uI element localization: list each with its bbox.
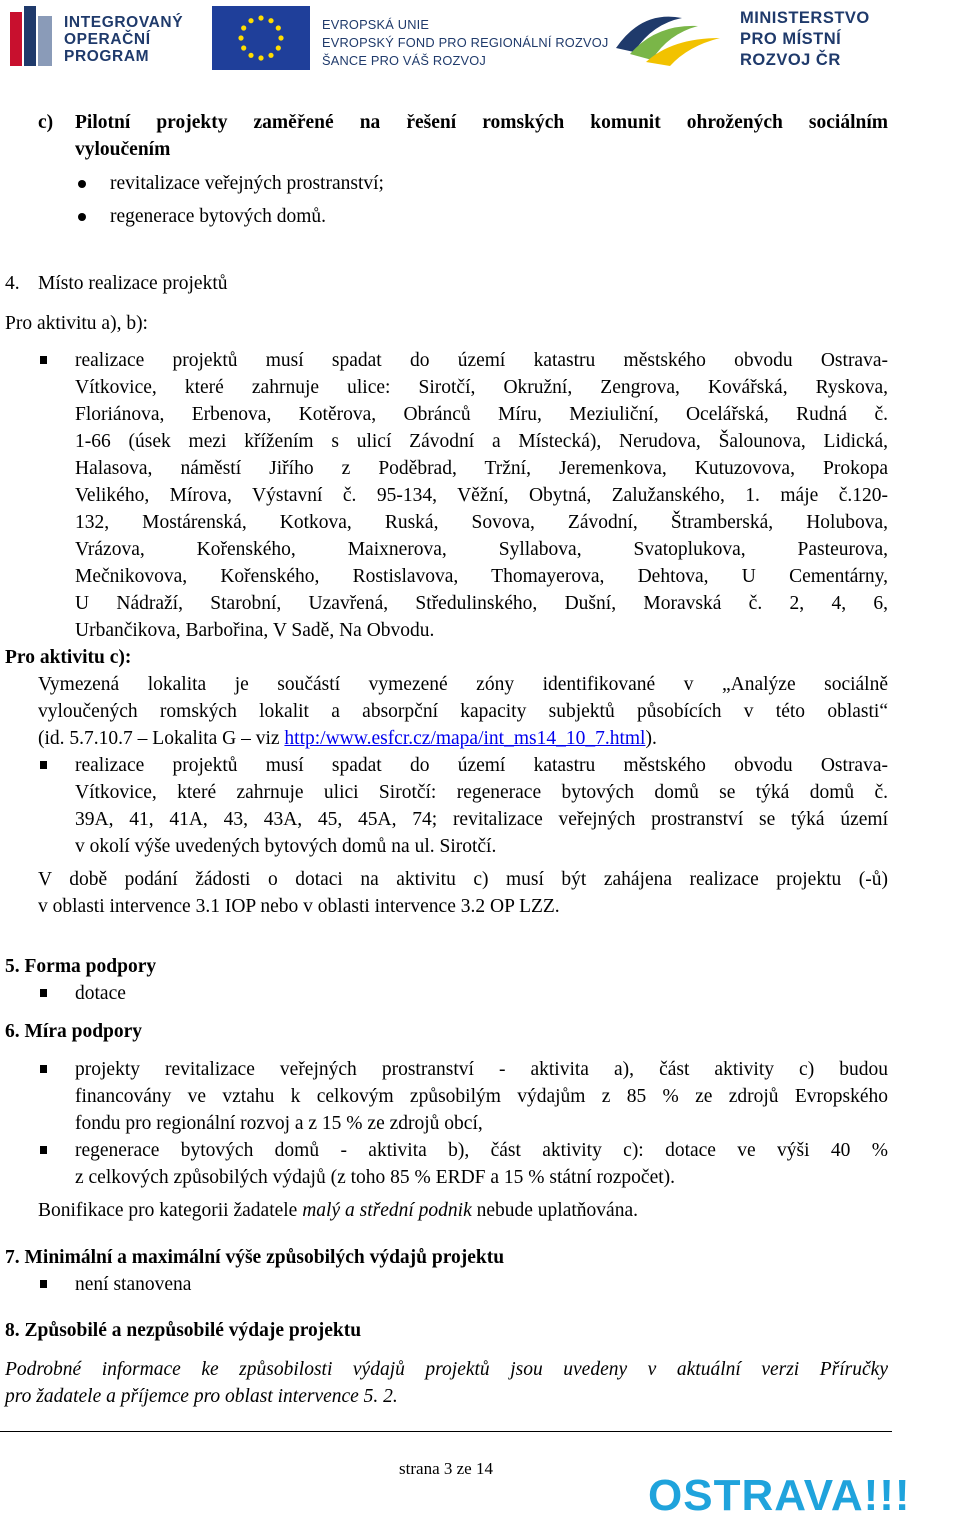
c-line-3: [38, 726, 657, 753]
section-4-title: Místo realizace projektů: [38, 273, 228, 294]
section-c-marker: c): [38, 112, 54, 133]
section-8-title: 8. Způsobilé a nezpůsobilé výdaje projektu: [5, 1320, 362, 1341]
bonus-category: malý a střední podnik: [302, 1200, 472, 1221]
s6-bullet1-line-3: fondu pro regionální rozvoj a z 15 % ze zdrojů obcí,: [75, 1113, 483, 1134]
mmr-logo: [0, 0, 960, 80]
section-c-title-line-1: Pilotní projekty zaměřené na řešení romských komunit ohrožených sociálním: [75, 112, 888, 133]
section-8-line-2: pro žadatele a příjemce pro oblast intervence 5. 2.: [5, 1386, 398, 1407]
square-bullet-icon: [40, 1280, 47, 1288]
section-4-number: 4.: [5, 273, 20, 294]
ab-line-1: realizace projektů musí spadat do území katastru městského obvodu Ostrava-: [75, 350, 888, 371]
ab-line-8: Vrázova, Kořenského, Maixnerova, Syllabova, Svatoplukova, Pasteurova,: [75, 539, 888, 560]
c-bullet-line-2: Vítkovice, které zahrnuje ulici Sirotčí: regenerace bytových domů se týká domů č.: [75, 782, 888, 803]
section-c-bullet-1: revitalizace veřejných prostranství;: [110, 173, 384, 194]
iop-line-3: PROGRAM: [64, 48, 150, 65]
section-5-title: 5. Forma podpory: [5, 956, 157, 977]
bullet-dot-icon: [78, 180, 86, 188]
square-bullet-icon: [40, 761, 47, 769]
ab-line-9: Mečnikovova, Kořenského, Rostislavova, Thomayerova, Dehtova, U Cementárny,: [75, 566, 888, 587]
s6-bullet1-line-2: financovány ve vztahu k celkovým způsobilým výdajům z 85 % ze zdrojů Evropského: [75, 1086, 888, 1107]
ostrava-logo: OSTRAVA!!!: [648, 1471, 911, 1520]
map-link[interactable]: http:/www.esfcr.cz/mapa/int_ms14_10_7.html: [284, 728, 646, 749]
ab-line-11: Urbančikova, Barbořina, V Sadě, Na Obvodu.: [75, 620, 435, 641]
ab-line-5: Halasova, náměstí Jiřího z Poděbrad, Tržní, Jeremenkova, Kutuzovova, Prokopa: [75, 458, 888, 479]
ab-line-6: Velikého, Mírova, Výstavní č. 95-134, Věžní, Obytná, Zalužanského, 1. máje č.120-: [75, 485, 888, 506]
section-7-bullet: není stanovena: [75, 1274, 192, 1295]
page-number: strana 3 ze 14: [399, 1459, 493, 1478]
s6-bullet1-line-1: projekty revitalizace veřejných prostranství - aktivita a), část aktivity c) budou: [75, 1059, 888, 1080]
mmr-line-3: ROZVOJ ČR: [740, 51, 841, 69]
note-line-2: v oblasti intervence 3.1 IOP nebo v oblasti intervence 3.2 OP LZZ.: [38, 896, 560, 917]
section-c-title-line-2: vyloučením: [75, 139, 171, 160]
bonus-line: [38, 1198, 638, 1225]
eu-line-2: EVROPSKÝ FOND PRO REGIONÁLNÍ ROZVOJ: [322, 35, 609, 50]
ab-line-3: Floriánova, Erbenova, Kotěrova, Obránců Míru, Meziuliční, Ocelářská, Rudná č.: [75, 404, 888, 425]
footer-divider: [0, 1431, 892, 1432]
s6-bullet2-line-1: regenerace bytových domů - aktivita b), část aktivity c): dotace ve výši 40 %: [75, 1140, 888, 1161]
section-4-subheading-ab: Pro aktivitu a), b):: [5, 313, 148, 334]
section-5-bullet: dotace: [75, 983, 126, 1004]
square-bullet-icon: [40, 356, 47, 364]
c-line-3-post: ).: [645, 728, 657, 749]
c-bullet-line-4: v okolí výše uvedených bytových domů na ul. Sirotčí.: [75, 836, 497, 857]
bullet-dot-icon: [78, 213, 86, 221]
section-8-line-1: Podrobné informace ke způsobilosti výdajů projektů jsou uvedeny v aktuální verzi Příručky: [5, 1359, 888, 1380]
c-line-2: vyloučených romských lokalit a absorpční kapacity subjektů působících v této oblasti“: [38, 701, 888, 722]
section-c-bullet-2: regenerace bytových domů.: [110, 206, 327, 227]
mmr-line-1: MINISTERSTVO: [740, 9, 870, 27]
c-line-3-pre: (id. 5.7.10.7 – Lokalita G – viz: [38, 728, 285, 749]
bonus-pre: Bonifikace pro kategorii žadatele: [38, 1200, 303, 1221]
square-bullet-icon: [40, 1146, 47, 1154]
section-7-title: 7. Minimální a maximální výše způsobilých výdajů projektu: [5, 1247, 505, 1268]
ab-line-2: Vítkovice, které zahrnuje ulice: Sirotčí, Okružní, Zengrova, Kovářská, Ryskova,: [75, 377, 888, 398]
iop-line-1: INTEGROVANÝ: [64, 14, 184, 31]
note-line-1: V době podání žádosti o dotaci na aktivitu c) musí být zahájena realizace projektu (-ů): [38, 869, 888, 890]
ab-line-7: 132, Mostárenská, Kotkova, Ruská, Sovova, Závodní, Štramberská, Holubova,: [75, 512, 888, 533]
c-bullet-line-3: 39A, 41, 41A, 43, 43A, 45, 45A, 74; revitalizace veřejných prostranství se týká území: [75, 809, 888, 830]
c-bullet-line-1: realizace projektů musí spadat do území katastru městského obvodu Ostrava-: [75, 755, 888, 776]
iop-line-2: OPERAČNÍ: [64, 31, 151, 48]
mmr-emblem-icon: [612, 4, 724, 70]
square-bullet-icon: [40, 1065, 47, 1073]
eu-line-1: EVROPSKÁ UNIE: [322, 17, 430, 32]
bonus-post: nebude uplatňována.: [471, 1200, 638, 1221]
mmr-line-2: PRO MÍSTNÍ: [740, 30, 842, 48]
ab-line-10: U Nádraží, Starobní, Uzavřená, Středulinského, Dušní, Moravská č. 2, 4, 6,: [75, 593, 888, 614]
ab-line-4: 1-66 (úsek mezi křížením s ulicí Závodní a Místecká), Nerudova, Šalounova, Lidická,: [75, 431, 888, 452]
eu-line-3: ŠANCE PRO VÁŠ ROZVOJ: [322, 53, 486, 68]
section-6-title: 6. Míra podpory: [5, 1021, 143, 1042]
section-4-subheading-c: Pro aktivitu c):: [5, 647, 132, 668]
c-line-1: Vymezená lokalita je součástí vymezené zóny identifikované v „Analýze sociálně: [38, 674, 888, 695]
s6-bullet2-line-2: z celkových způsobilých výdajů (z toho 85 % ERDF a 15 % státní rozpočet).: [75, 1167, 676, 1188]
square-bullet-icon: [40, 989, 47, 997]
